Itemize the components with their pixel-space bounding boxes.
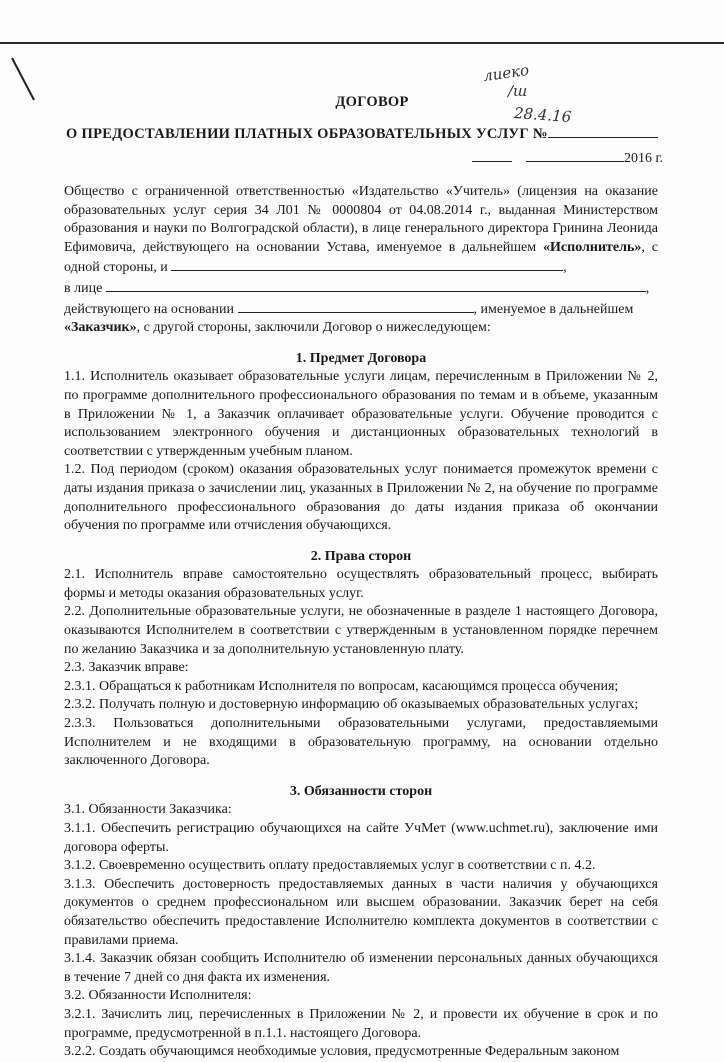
paragraph-2-1: 2.1. Исполнитель вправе самостоятельно осуществлять образовательный процесс, выбирать формы и методы оказания образовательных услуг. [64, 567, 658, 601]
paragraph-3-2: 3.2. Обязанности Исполнителя: [64, 988, 252, 1004]
top-rule [0, 42, 724, 44]
paragraph-3-1-1: 3.1.1. Обеспечить регистрацию обучающихся на сайте УчМет (www.uchmet.ru), заключение ими договора оферты. [64, 821, 658, 855]
paragraph-2-3-2: 2.3.2. Получать полную и достоверную информацию об оказываемых образовательных услугах; [64, 697, 639, 713]
handwritten-note-2: /ш [508, 82, 528, 100]
intro-text-2: , с одной стороны, и [64, 239, 658, 276]
paragraph-2-3-1: 2.3.1. Обращаться к работникам Исполнителя по вопросам, касающимся процесса обучения; [64, 678, 619, 694]
paragraph-1-2: 1.2. Под периодом (сроком) оказания образовательных услуг понимается промежуток времени с даты издания приказа о зачислении лиц, указанных в Приложении № 2, на обучение по программе дополнительного профессионального образования до даты издания приказа об окончании обучения по программе или отчисления обучающихся. [64, 462, 658, 534]
section-1-heading: 1. Предмет Договора [295, 350, 427, 366]
executor-term: «Исполнитель» [543, 239, 642, 255]
paragraph-2-3: 2.3. Заказчик вправе: [64, 660, 189, 676]
paragraph-3-1-4: 3.1.4. Заказчик обязан сообщить Исполнителю об изменении персональных данных обучающихся в течение 7 дней со дня факта их изменения. [64, 951, 658, 985]
intro-text-1: Общество с ограниченной ответственностью «Издательство «Учитель» (лицензия на оказание образовательных услуг серия 34 Л01 № 0000804 от 04.08.2014 г., выданная Министерством образования и науки по Волгоградской области), в лице генерального директора Гринина Леонида Ефимовича, действующего на основании Устава, именуемое в дальнейшем [64, 184, 658, 255]
contract-number-blank[interactable] [548, 125, 658, 138]
contract-date [472, 151, 663, 167]
paragraph-2-2: 2.2. Дополнительные образовательные услуги, не обозначенные в разделе 1 настоящего Договора, оказываются Исполнителем в соответствии с утвержденным в установленном порядке перечнем по желанию Заказчика и за дополнительную установленную плату. [64, 604, 658, 657]
intro-text-3: , с другой стороны, заключили Договор о нижеследующем: [136, 320, 491, 336]
in-person-label: в лице [64, 280, 103, 296]
paragraph-3-1-3: 3.1.3. Обеспечить достоверность предоставляемых данных в части наличия у обучающихся документов о среднем профессиональном или высшем образовании. Заказчик берет на себя обязательство обеспечить предоставление Исполнителю комплекта документов в соответствии с правилами приема. [64, 876, 658, 948]
paragraph-3-2-2: 3.2.2. Создать обучающимся необходимые условия, предусмотренные Федеральным законом [64, 1044, 620, 1060]
section-3-heading: 3. Обязанности сторон [289, 783, 433, 799]
customer-name-blank[interactable] [171, 257, 563, 271]
acting-label: действующего на основании [64, 301, 235, 317]
customer-term: «Заказчик» [64, 320, 137, 336]
representative-blank[interactable] [106, 278, 646, 292]
day-blank[interactable] [472, 161, 512, 162]
paragraph-2-3-3: 2.3.3. Пользоваться дополнительными образовательными услугами, предоставляемыми Исполнителем и не входящими в образовательную программу, на основании отдельно заключенного Договора. [64, 716, 658, 769]
document-subtitle [66, 125, 666, 143]
handwritten-date: 28.4.16 [513, 104, 572, 126]
intro-customer-line [64, 319, 658, 338]
section-2-heading: 2. Права сторон [310, 548, 412, 564]
paragraph-3-1-2: 3.1.2. Своевременно осуществить оплату предоставляемых услуг в соответствии с п. 4.2. [64, 858, 596, 874]
paragraph-1-1: 1.1. Исполнитель оказывает образовательные услуги лицам, перечисленным в Приложении № 2, по программе дополнительного профессионального образования по темам и в объеме, указанным в Приложении № 1, а Заказчик оплачивает образовательные услуги. Обучение проводится с использованием электронного обучения и дистанционных образовательных технологий в соответствии с утвержденным учебным планом. [64, 369, 658, 459]
month-blank[interactable] [526, 161, 624, 162]
intro-person-line: в лице , [64, 278, 658, 299]
named-label: , именуемое в дальнейшем [473, 301, 634, 317]
intro-basis-line [64, 299, 658, 320]
intro-paragraph: Общество с ограниченной ответственностью «Издательство «Учитель» (лицензия на оказание образовательных услуг серия 34 Л01 № 0000804 от 04.08.2014 г., выданная Министерством образования и науки по Волгоградской области), в лице генерального директора Гринина Леонида Ефимовича, действующего на основании Устава, именуемое в дальнейшем «Исполнитель», с одной стороны, и , [64, 184, 658, 276]
basis-blank[interactable] [238, 299, 474, 313]
document-title: ДОГОВОР [335, 94, 409, 110]
handwritten-note-1: лиеко [481, 60, 531, 86]
subtitle-text: О ПРЕДОСТАВЛЕНИИ ПЛАТНЫХ ОБРАЗОВАТЕЛЬНЫХ УСЛУГ № [66, 126, 548, 142]
paragraph-3-2-1: 3.2.1. Зачислить лиц, перечисленных в Приложении № 2, и провести их обучение в срок и по программе, предусмотренной в п.1.1. настоящего Договора. [64, 1006, 658, 1041]
contract-body [64, 183, 658, 1062]
paragraph-3-1: 3.1. Обязанности Заказчика: [64, 802, 232, 818]
year-label: 2016 г. [624, 151, 664, 166]
